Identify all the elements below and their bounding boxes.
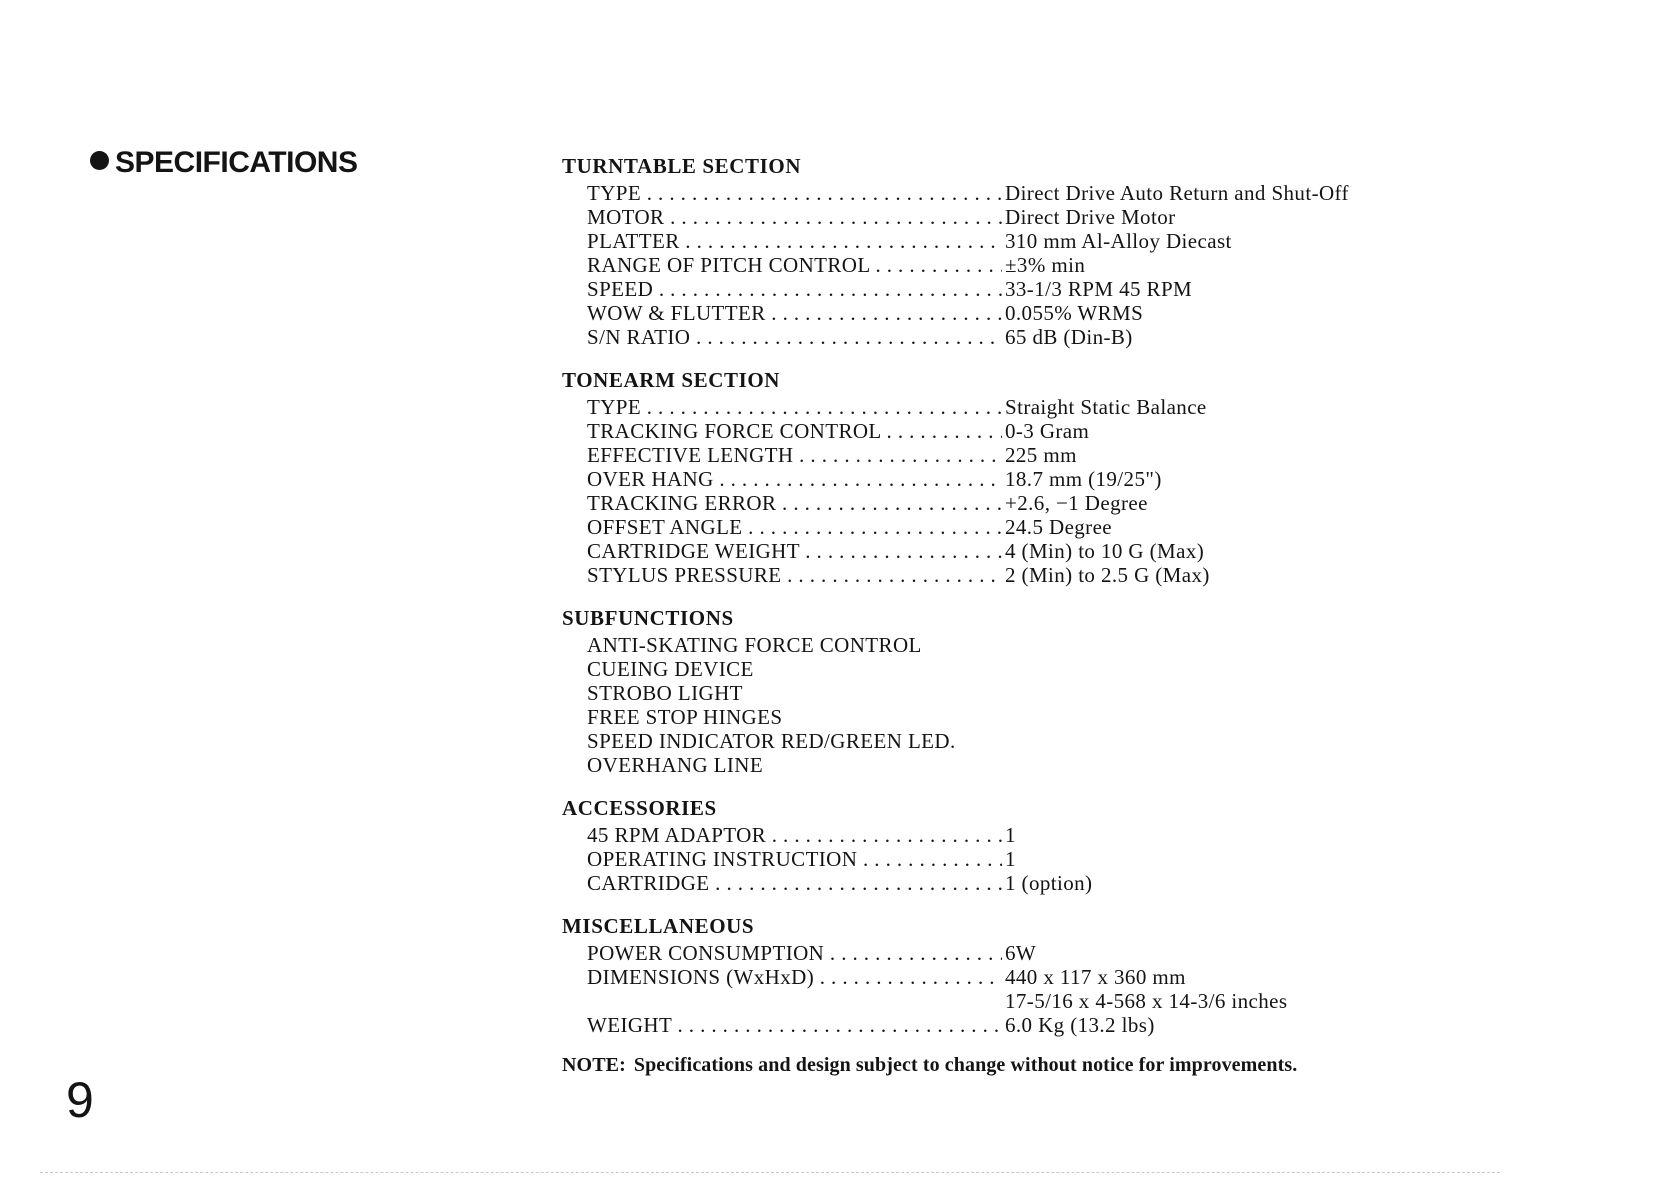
- spec-value: 225 mm: [1005, 443, 1077, 467]
- spec-value: 0-3 Gram: [1005, 419, 1090, 443]
- spec-label: SPEED . . .: [562, 277, 1002, 301]
- spec-row: [562, 823, 1462, 847]
- spec-value: 33-1/3 RPM 45 RPM: [1005, 277, 1193, 301]
- spec-label: POWER CONSUMPTION . . .: [562, 941, 1002, 965]
- section-title: TONEARM SECTION: [562, 368, 781, 392]
- spec-row: [562, 395, 1462, 419]
- page-heading: [90, 146, 357, 180]
- subfunction-label: STROBO LIGHT: [587, 681, 743, 705]
- subfunction-label: SPEED INDICATOR RED/GREEN LED.: [587, 729, 956, 753]
- spec-row: [562, 563, 1462, 587]
- spec-value: +2.6, −1 Degree: [1005, 491, 1148, 515]
- page-number: 9: [66, 1072, 94, 1128]
- spec-value: 1: [1005, 847, 1016, 871]
- spec-row: [562, 491, 1462, 515]
- spec-label: WEIGHT . . .: [562, 1013, 1002, 1037]
- list-item: [562, 729, 1462, 753]
- spec-label: S/N RATIO . . .: [562, 325, 1002, 349]
- tonearm-section: [562, 366, 1462, 587]
- spec-label: OFFSET ANGLE . . .: [562, 515, 1002, 539]
- spec-value: 18.7 mm (19/25"): [1005, 467, 1162, 491]
- spec-label: RANGE OF PITCH CONTROL . . .: [562, 253, 1002, 277]
- spec-row: [562, 325, 1462, 349]
- spec-row: [562, 205, 1462, 229]
- spec-row: [562, 941, 1462, 965]
- spec-value: Direct Drive Motor: [1005, 205, 1176, 229]
- turntable-section: [562, 152, 1462, 349]
- list-item: [562, 753, 1462, 777]
- spec-label: PLATTER . . .: [562, 229, 1002, 253]
- accessories-section: [562, 794, 1462, 895]
- spec-label: CARTRIDGE . . .: [562, 871, 1002, 895]
- section-title: MISCELLANEOUS: [562, 914, 755, 938]
- spec-row: [562, 539, 1462, 563]
- spec-label: MOTOR . . .: [562, 205, 1002, 229]
- specifications-content: [562, 152, 1462, 1077]
- subfunction-label: FREE STOP HINGES: [587, 705, 783, 729]
- spec-row: [562, 1013, 1462, 1037]
- spec-value: 310 mm Al-Alloy Diecast: [1005, 229, 1232, 253]
- spec-row: [562, 229, 1462, 253]
- spec-row: [562, 847, 1462, 871]
- spec-row: [562, 515, 1462, 539]
- spec-label: 45 RPM ADAPTOR . . .: [562, 823, 1002, 847]
- note-label: NOTE:: [562, 1054, 626, 1076]
- spec-label: OPERATING INSTRUCTION . . .: [562, 847, 1002, 871]
- spec-value: 17-5/16 x 4-568 x 14-3/6 inches: [1005, 989, 1288, 1013]
- spec-value: Straight Static Balance: [1005, 395, 1207, 419]
- spec-row: [562, 253, 1462, 277]
- subfunction-label: CUEING DEVICE: [587, 657, 754, 681]
- spec-label: TYPE . . .: [562, 181, 1002, 205]
- spec-value: 6.0 Kg (13.2 lbs): [1005, 1013, 1155, 1037]
- section-title: SUBFUNCTIONS: [562, 606, 734, 630]
- list-item: [562, 705, 1462, 729]
- spec-value: 440 x 117 x 360 mm: [1005, 965, 1186, 989]
- spec-row: [562, 181, 1462, 205]
- spec-label: STYLUS PRESSURE . . .: [562, 563, 1002, 587]
- spec-label: TRACKING FORCE CONTROL . . .: [562, 419, 1002, 443]
- spec-row: [562, 467, 1462, 491]
- page-heading-text: SPECIFICATIONS: [115, 146, 358, 179]
- list-item: [562, 681, 1462, 705]
- spec-label: WOW & FLUTTER . . .: [562, 301, 1002, 325]
- spec-row-continuation: [562, 989, 1462, 1013]
- subfunctions-section: [562, 604, 1462, 777]
- spec-value: 1 (option): [1005, 871, 1093, 895]
- spec-label: TYPE . . .: [562, 395, 1002, 419]
- section-title: ACCESSORIES: [562, 796, 717, 820]
- spec-value: 1: [1005, 823, 1016, 847]
- spec-row: [562, 301, 1462, 325]
- spec-row: [562, 419, 1462, 443]
- list-item: [562, 633, 1462, 657]
- spec-label: DIMENSIONS (WxHxD) . . .: [562, 965, 1002, 989]
- spec-row: [562, 871, 1462, 895]
- spec-label: EFFECTIVE LENGTH . . .: [562, 443, 1002, 467]
- spec-label: TRACKING ERROR . . .: [562, 491, 1002, 515]
- spec-value: 65 dB (Din-B): [1005, 325, 1133, 349]
- spec-value: 6W: [1005, 941, 1037, 965]
- spec-row: [562, 277, 1462, 301]
- spec-value: 2 (Min) to 2.5 G (Max): [1005, 563, 1210, 587]
- spec-value: 0.055% WRMS: [1005, 301, 1144, 325]
- note-text: Specifications and design subject to change without notice for improvements.: [633, 1054, 1298, 1076]
- bullet-icon: [90, 151, 109, 170]
- spec-value: 24.5 Degree: [1005, 515, 1113, 539]
- list-item: [562, 657, 1462, 681]
- section-title: TURNTABLE SECTION: [562, 154, 802, 178]
- subfunction-label: ANTI-SKATING FORCE CONTROL: [587, 633, 922, 657]
- spec-label: OVER HANG . . .: [562, 467, 1002, 491]
- spec-value: Direct Drive Auto Return and Shut-Off: [1005, 181, 1349, 205]
- miscellaneous-section: [562, 912, 1462, 1037]
- spec-value: 4 (Min) to 10 G (Max): [1005, 539, 1205, 563]
- spec-row: [562, 965, 1462, 989]
- subfunction-label: OVERHANG LINE: [587, 753, 764, 777]
- spec-value: ±3% min: [1005, 253, 1086, 277]
- scan-edge-line: [40, 1172, 1500, 1173]
- spec-label: [562, 989, 1002, 1013]
- spec-label: CARTRIDGE WEIGHT . . .: [562, 539, 1002, 563]
- note: [562, 1054, 1462, 1077]
- spec-row: [562, 443, 1462, 467]
